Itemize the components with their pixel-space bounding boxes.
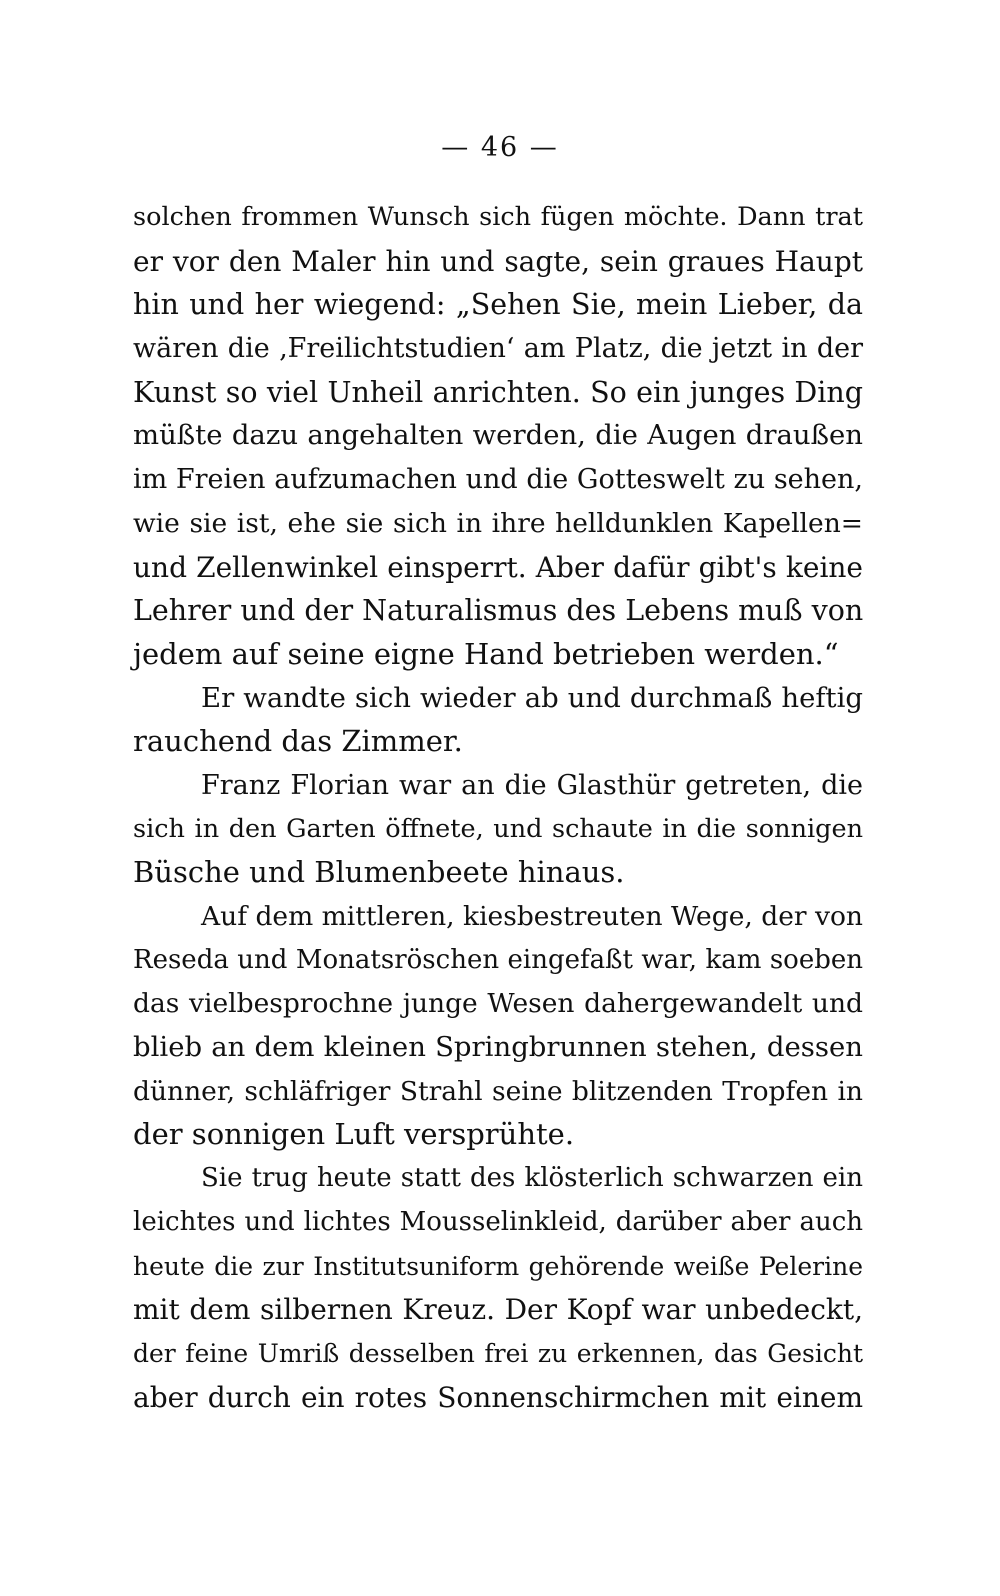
text-line: und Zellenwinkel einsperrt. Aber dafür gibt's keine <box>133 550 863 584</box>
text-line: Sie trug heute statt des klösterlich schwarzen ein <box>201 1163 863 1194</box>
text-line: das vielbesprochne junge Wesen dahergewandelt und <box>133 988 863 1020</box>
text-line: Franz Florian war an die Glasthür getreten, die <box>201 769 863 801</box>
text-line: der feine Umriß desselben frei zu erkennen, das Gesicht <box>133 1338 863 1368</box>
text-line: Büsche und Blumenbeete hinaus. <box>133 855 625 890</box>
text-line: Reseda und Monatsröschen eingefaßt war, kam soeben <box>133 944 863 975</box>
text-line: leichtes und lichtes Mousselinkleid, darüber aber auch <box>133 1206 863 1237</box>
text-line: rauchend das Zimmer. <box>133 724 463 759</box>
text-line: im Freien aufzumachen und die Gotteswelt zu sehen, <box>133 464 863 496</box>
text-line: wie sie ist, ehe sie sich in ihre helldunklen Kapellen= <box>133 507 863 539</box>
text-line: hin und her wiegend: „Sehen Sie, mein Lieber, da <box>133 288 863 322</box>
text-line: heute die zur Institutsuniform gehörende weiße Pelerine <box>133 1251 863 1281</box>
body-text <box>133 196 863 1419</box>
text-line: dünner, schläfriger Strahl seine blitzenden Tropfen in <box>133 1075 863 1107</box>
text-line: Auf dem mittleren, kiesbestreuten Wege, der von <box>201 901 863 932</box>
text-line: jedem auf seine eigne Hand betrieben werden.“ <box>133 636 839 671</box>
text-line: aber durch ein rotes Sonnenschirmchen mit einem <box>133 1380 863 1414</box>
text-line: solchen frommen Wunsch sich fügen möchte. Dann trat <box>133 202 863 232</box>
text-line: müßte dazu angehalten werden, die Augen draußen <box>133 419 863 452</box>
page-number: — 46 — <box>441 132 559 163</box>
text-line: sich in den Garten öffnete, und schaute in die sonnigen <box>133 813 863 844</box>
text-line: Lehrer und der Naturalismus des Lebens muß von <box>133 594 864 628</box>
text-line: blieb an dem kleinen Springbrunnen stehen, dessen <box>133 1031 863 1064</box>
text-line: Kunst so viel Unheil anrichten. So ein junges Ding <box>133 375 863 409</box>
text-line: er vor den Maler hin und sagte, sein graues Haupt <box>133 244 863 278</box>
text-line: wären die ‚Freilichtstudien‘ am Platz, die jetzt in der <box>133 333 863 365</box>
text-line: mit dem silbernen Kreuz. Der Kopf war unbedeckt, <box>133 1293 863 1327</box>
text-line: der sonnigen Luft versprühte. <box>133 1117 575 1152</box>
text-line: Er wandte sich wieder ab und durchmaß heftig <box>201 681 863 714</box>
